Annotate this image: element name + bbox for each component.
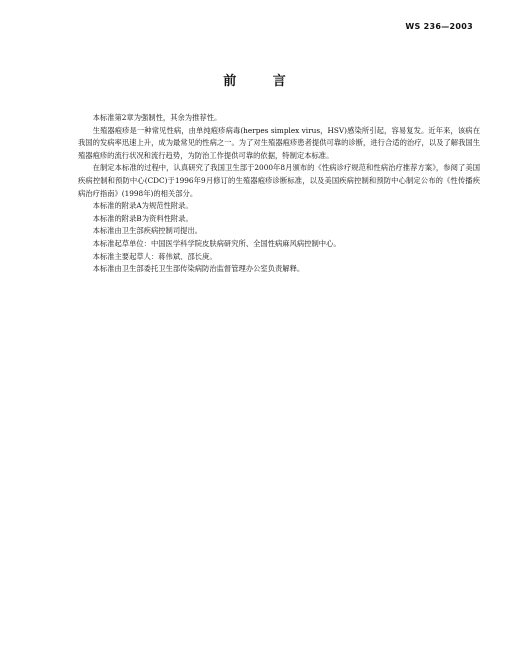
paragraph-references: 在制定本标准的过程中，认真研究了我国卫生部于2000年8月颁布的《性病诊疗规范和性病治疗推荐方案》，参阅了美国疾病控制和预防中心(CDC)于1996年9月修订的生殖器疱疹诊断标准，以及美国疾病控制和预防中心制定公布的《性传播疾病治疗指南》(1998年)的相关部分。	[78, 163, 480, 198]
standard-number: WS 236—2003	[405, 22, 473, 31]
paragraph-drafters: 本标准主要起草人：蒋伟斌、邵长庚。	[92, 251, 217, 261]
paragraph-background: 生殖器疱疹是一种常见性病，由单纯疱疹病毒(herpes simplex virus，HSV)感染所引起，容易复发。近年来，该病在我国的发病率迅速上升，成为最常见的性病之一。为了对生殖器疱疹患者提供可靠的诊断，进行合适的治疗，以及了解我国生殖器疱疹的流行状况和流行趋势，为防治工作提供可靠的依据，特制定本标准。	[78, 125, 480, 160]
page-title: 前 言	[223, 74, 302, 89]
paragraph-interpretation: 本标准由卫生部委托卫生部传染病防治监督管理办公室负责解释。	[92, 264, 305, 274]
paragraph-annex-a: 本标准的附录A为规范性附录。	[92, 201, 193, 211]
paragraph-annex-b: 本标准的附录B为资料性附录。	[92, 213, 193, 223]
paragraph-drafting-units: 本标准起草单位：中国医学科学院皮肤病研究所、全国性病麻风病控制中心。	[92, 238, 341, 248]
foreword-body	[78, 112, 480, 276]
paragraph-proposer: 本标准由卫生部疾病控制司提出。	[92, 226, 203, 236]
paragraph-mandatory-clause: 本标准第2章为强制性，其余为推荐性。	[92, 113, 222, 122]
